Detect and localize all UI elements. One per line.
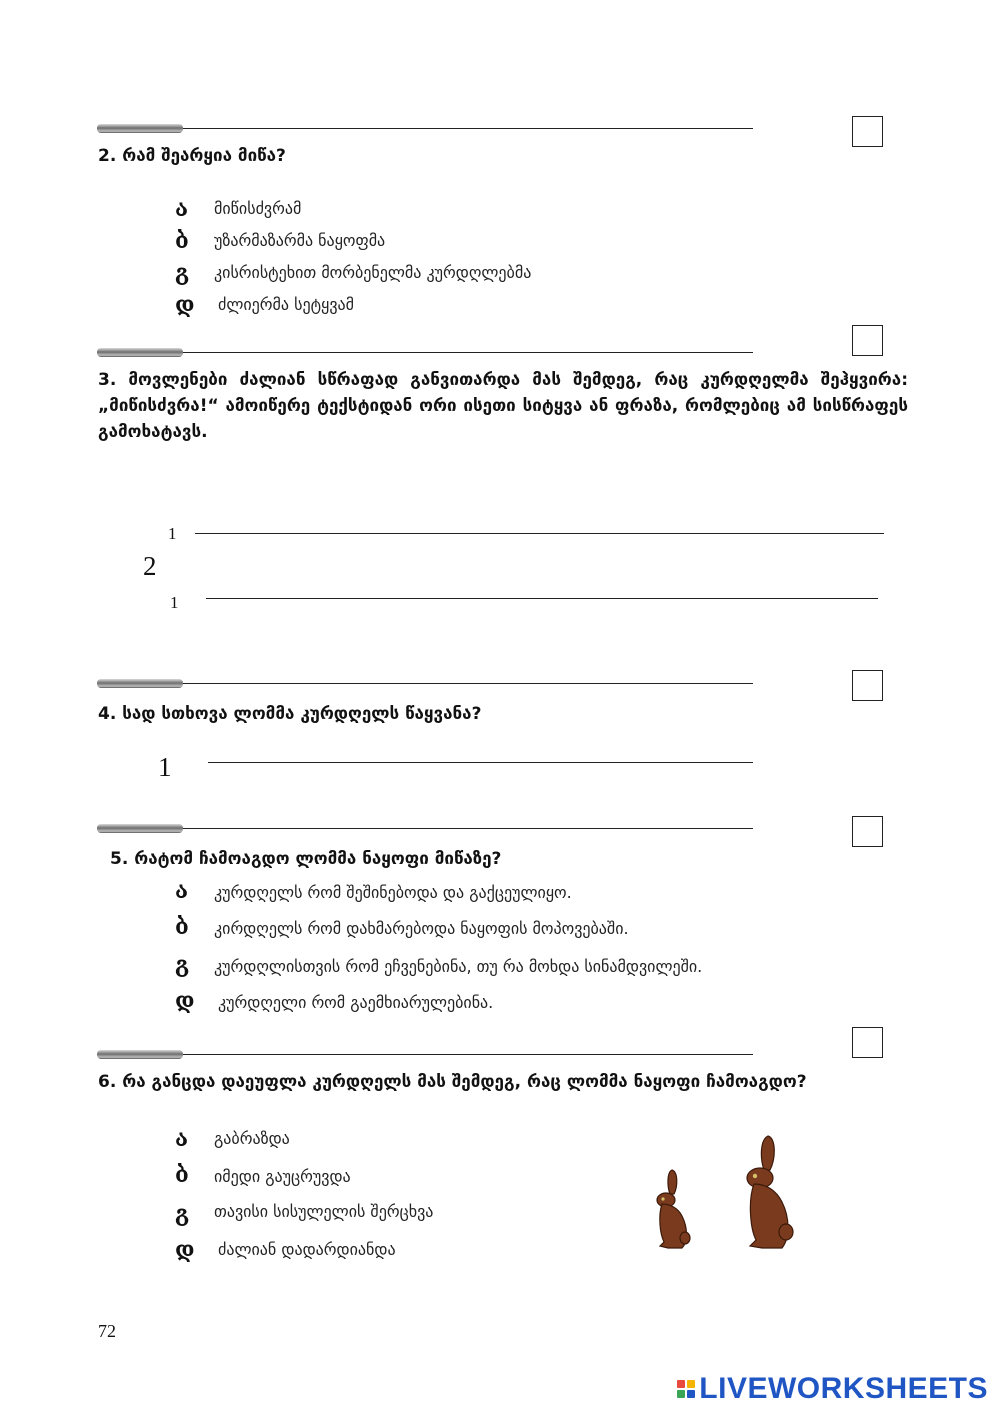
option-letter-g: გ — [175, 260, 190, 286]
question-2: 2. რამ შეარყია მიწა? — [98, 146, 286, 166]
option-text-d[interactable]: ძლიერმა სეტყვამ — [218, 295, 355, 314]
option-letter-b: ბ — [175, 1162, 189, 1188]
option-text-g[interactable]: კურდღლისთვის რომ ეჩვენებინა, თუ რა მოხდა სინამდვილეში. — [214, 957, 703, 976]
separator-line — [183, 128, 753, 129]
answer-box-q4[interactable] — [852, 670, 883, 701]
option-letter-g: გ — [175, 1201, 190, 1227]
question-6: 6. რა განცდა დაეუფლა კურდღელს მას შემდეგ, რაც ლომმა ნაყოფი ჩამოაგდო? — [98, 1072, 807, 1092]
line-number: 1 — [170, 593, 179, 612]
option-letter-d: დ — [175, 292, 195, 318]
brand-name: LIVEWORKSHEETS — [699, 1372, 988, 1405]
answer-line-q3-2[interactable] — [206, 598, 878, 599]
line-number: 1 — [168, 524, 177, 543]
rabbit-icon — [652, 1168, 694, 1250]
separator-bar — [97, 348, 183, 357]
option-text-g[interactable]: კისრისტეხით მორბენელმა კურდღლებმა — [214, 263, 532, 282]
separator-bar — [97, 124, 183, 133]
option-text-b[interactable]: იმედი გაუცრუვდა — [214, 1167, 351, 1186]
answer-line-q4[interactable] — [208, 762, 753, 763]
answer-box-q3[interactable] — [852, 325, 883, 356]
liveworksheets-logo-icon — [677, 1380, 695, 1398]
answer-box-q2[interactable] — [852, 116, 883, 147]
option-text-d[interactable]: კურდღელი რომ გაემხიარულებინა. — [218, 993, 494, 1012]
question-4: 4. სად სთხოვა ლომმა კურდღელს წაყვანა? — [98, 704, 482, 724]
rabbit-icon — [740, 1134, 796, 1250]
option-letter-a: ა — [175, 878, 189, 904]
page-number: 72 — [98, 1321, 116, 1341]
option-text-b[interactable]: უზარმაზარმა ნაყოფმა — [214, 231, 386, 250]
separator-bar — [97, 1050, 183, 1059]
option-letter-a: ა — [175, 196, 189, 222]
separator-line — [183, 683, 753, 684]
option-letter-g: გ — [175, 952, 190, 978]
separator-line — [183, 828, 753, 829]
option-text-d[interactable]: ძალიან დადარდიანდა — [218, 1240, 396, 1259]
separator-line — [183, 1054, 753, 1055]
option-letter-b: ბ — [175, 914, 189, 940]
brand-logo[interactable] — [677, 1373, 988, 1405]
answer-box-q6[interactable] — [852, 1027, 883, 1058]
question-5: 5. რატომ ჩამოაგდო ლომმა ნაყოფი მიწაზე? — [110, 849, 502, 869]
separator-line — [183, 352, 753, 353]
option-letter-d: დ — [175, 988, 195, 1014]
score-value: 1 — [158, 752, 172, 782]
option-letter-b: ბ — [175, 228, 189, 254]
option-text-a[interactable]: მიწისძვრამ — [214, 199, 302, 218]
option-letter-a: ა — [175, 1126, 189, 1152]
option-text-g[interactable]: თავისი სისულელის შერცხვა — [214, 1202, 434, 1221]
separator-bar — [97, 679, 183, 688]
option-text-b[interactable]: კირდღელს რომ დახმარებოდა ნაყოფის მოპოვებაში. — [214, 919, 629, 938]
option-text-a[interactable]: გაბრაზდა — [214, 1129, 290, 1148]
answer-box-q5[interactable] — [852, 816, 883, 847]
separator-bar — [97, 824, 183, 833]
question-3: 3. მოვლენები ძალიან სწრაფად განვითარდა მას შემდეგ, რაც კურდღელმა შეჰყვირა: „მიწისძვრა!“ ამოიწერე ტექსტიდან ორი ისეთი სიტყვა ან ფრაზა, რომლებიც ამ სისწრაფეს გამოხატავს. — [98, 370, 908, 442]
score-value: 2 — [143, 551, 157, 581]
option-text-a[interactable]: კურდღელს რომ შეშინებოდა და გაქცეულიყო. — [214, 883, 572, 902]
option-letter-d: დ — [175, 1237, 195, 1263]
answer-line-q3-1[interactable] — [195, 533, 884, 534]
